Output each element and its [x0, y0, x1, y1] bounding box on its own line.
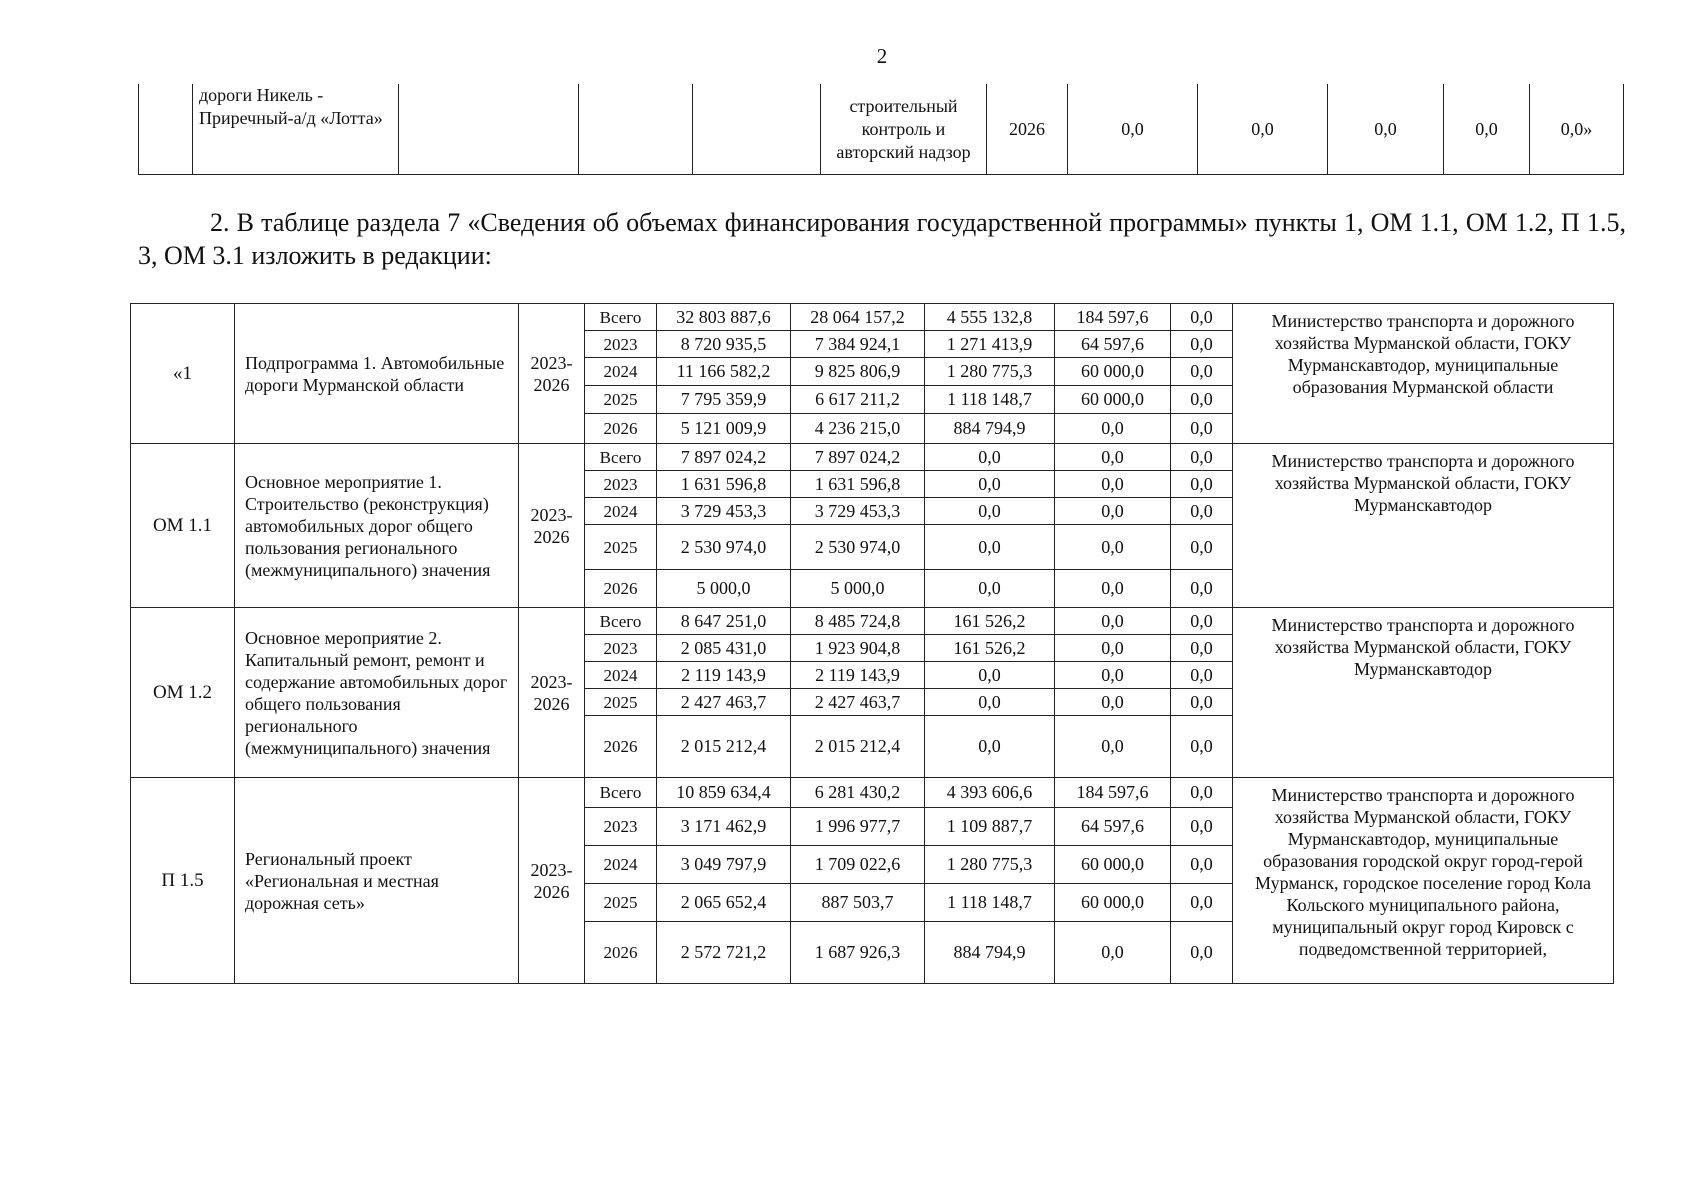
- amount-cell: 0,0: [1171, 498, 1233, 525]
- amount-cell: 1 280 775,3: [925, 846, 1055, 884]
- year-cell: 2024: [585, 846, 657, 884]
- amount-cell: 9 825 806,9: [791, 358, 925, 386]
- amount-cell: 2 572 721,2: [657, 922, 791, 984]
- amount-cell: 0,0: [1171, 525, 1233, 570]
- executor-cell: Министерство транспорта и дорожного хозяйства Мурманской области, ГОКУ Мурманскавтодор: [1233, 608, 1614, 778]
- amount-cell: 0,0: [1171, 570, 1233, 608]
- period-cell: 2023-2026: [519, 778, 585, 984]
- item-name-cell: Региональный проект «Региональная и местная дорожная сеть»: [235, 778, 519, 984]
- amount-cell: 884 794,9: [925, 414, 1055, 444]
- amount-cell: 7 897 024,2: [657, 444, 791, 471]
- amount-cell: 184 597,6: [1055, 778, 1171, 808]
- amount-cell: 0,0: [1171, 635, 1233, 662]
- amount-cell: 6 617 211,2: [791, 386, 925, 414]
- table-row: [131, 304, 1614, 331]
- amount-cell: 5 000,0: [657, 570, 791, 608]
- period-cell: 2023-2026: [519, 608, 585, 778]
- value-cell: 0,0: [1198, 84, 1328, 175]
- amount-cell: 884 794,9: [925, 922, 1055, 984]
- item-name-cell: Основное мероприятие 1. Строительство (реконструкция) автомобильных дорог общего пользования регионального (межмуниципального) значения: [235, 444, 519, 608]
- amount-cell: 64 597,6: [1055, 331, 1171, 358]
- amount-cell: 0,0: [1171, 471, 1233, 498]
- amount-cell: 1 687 926,3: [791, 922, 925, 984]
- amount-cell: 0,0: [1171, 386, 1233, 414]
- amount-cell: 0,0: [1055, 608, 1171, 635]
- object-name-cell: дороги Никель - Приречный-а/д «Лотта»: [193, 84, 399, 175]
- year-cell: Всего: [585, 304, 657, 331]
- continued-table-row: [138, 84, 1624, 175]
- amount-cell: 184 597,6: [1055, 304, 1171, 331]
- amount-cell: 5 121 009,9: [657, 414, 791, 444]
- amount-cell: 0,0: [1171, 716, 1233, 778]
- amount-cell: 0,0: [925, 471, 1055, 498]
- period-cell: 2023-2026: [519, 444, 585, 608]
- amount-cell: 3 171 462,9: [657, 808, 791, 846]
- amount-cell: 0,0: [1055, 635, 1171, 662]
- item-code-cell: ОМ 1.2: [131, 608, 235, 778]
- amount-cell: 1 118 148,7: [925, 884, 1055, 922]
- amount-cell: 32 803 887,6: [657, 304, 791, 331]
- year-cell: 2025: [585, 525, 657, 570]
- amount-cell: 0,0: [1171, 331, 1233, 358]
- amount-cell: 161 526,2: [925, 608, 1055, 635]
- executor-cell: Министерство транспорта и дорожного хозяйства Мурманской области, ГОКУ Мурманскавтодор, муниципальные образования Мурманской области: [1233, 304, 1614, 444]
- amount-cell: 1 118 148,7: [925, 386, 1055, 414]
- amount-cell: 60 000,0: [1055, 386, 1171, 414]
- item-name-cell: Подпрограмма 1. Автомобильные дороги Мурманской области: [235, 304, 519, 444]
- amount-cell: 2 015 212,4: [791, 716, 925, 778]
- period-cell: 2023-2026: [519, 304, 585, 444]
- amount-cell: 0,0: [1171, 662, 1233, 689]
- amount-cell: 0,0: [925, 716, 1055, 778]
- year-cell: Всего: [585, 778, 657, 808]
- amount-cell: 0,0: [1055, 471, 1171, 498]
- amount-cell: 2 015 212,4: [657, 716, 791, 778]
- value-cell: 0,0: [1068, 84, 1198, 175]
- amount-cell: 1 280 775,3: [925, 358, 1055, 386]
- amount-cell: 2 530 974,0: [791, 525, 925, 570]
- amount-cell: 2 085 431,0: [657, 635, 791, 662]
- amount-cell: 4 555 132,8: [925, 304, 1055, 331]
- amount-cell: 2 065 652,4: [657, 884, 791, 922]
- amount-cell: 10 859 634,4: [657, 778, 791, 808]
- amount-cell: 161 526,2: [925, 635, 1055, 662]
- amount-cell: 0,0: [925, 662, 1055, 689]
- table-row: [139, 84, 1624, 175]
- year-cell: 2024: [585, 662, 657, 689]
- value-cell: 0,0: [1328, 84, 1444, 175]
- table-row: [131, 608, 1614, 635]
- amount-cell: 1 631 596,8: [657, 471, 791, 498]
- amount-cell: 0,0: [1171, 808, 1233, 846]
- table-cell: [399, 84, 579, 175]
- financing-table: [130, 303, 1614, 984]
- amount-cell: 1 271 413,9: [925, 331, 1055, 358]
- year-cell: 2025: [585, 386, 657, 414]
- amount-cell: 2 119 143,9: [791, 662, 925, 689]
- amount-cell: 6 281 430,2: [791, 778, 925, 808]
- amount-cell: 28 064 157,2: [791, 304, 925, 331]
- amount-cell: 0,0: [1171, 689, 1233, 716]
- amount-cell: 0,0: [1055, 922, 1171, 984]
- amount-cell: 0,0: [1171, 414, 1233, 444]
- year-cell: 2026: [987, 84, 1068, 175]
- table-cell: [693, 84, 821, 175]
- amount-cell: 3 729 453,3: [791, 498, 925, 525]
- amount-cell: 1 109 887,7: [925, 808, 1055, 846]
- amount-cell: 0,0: [1171, 884, 1233, 922]
- table-row: [131, 444, 1614, 471]
- amount-cell: 0,0: [1055, 525, 1171, 570]
- amount-cell: 0,0: [1055, 444, 1171, 471]
- amount-cell: 2 427 463,7: [657, 689, 791, 716]
- amount-cell: 7 897 024,2: [791, 444, 925, 471]
- amount-cell: 3 049 797,9: [657, 846, 791, 884]
- amount-cell: 1 923 904,8: [791, 635, 925, 662]
- amount-cell: 8 647 251,0: [657, 608, 791, 635]
- year-cell: 2026: [585, 922, 657, 984]
- executor-cell: Министерство транспорта и дорожного хозяйства Мурманской области, ГОКУ Мурманскавтодор: [1233, 444, 1614, 608]
- amount-cell: 11 166 582,2: [657, 358, 791, 386]
- amount-cell: 0,0: [1171, 304, 1233, 331]
- item-code-cell: «1: [131, 304, 235, 444]
- amount-cell: 0,0: [1055, 570, 1171, 608]
- item-code-cell: П 1.5: [131, 778, 235, 984]
- amount-cell: 5 000,0: [791, 570, 925, 608]
- amount-cell: 0,0: [925, 689, 1055, 716]
- work-type-cell: строительный контроль и авторский надзор: [821, 84, 987, 175]
- year-cell: 2023: [585, 635, 657, 662]
- amount-cell: 4 393 606,6: [925, 778, 1055, 808]
- amount-cell: 0,0: [925, 570, 1055, 608]
- amount-cell: 8 720 935,5: [657, 331, 791, 358]
- amount-cell: 0,0: [1171, 922, 1233, 984]
- amount-cell: 0,0: [1055, 716, 1171, 778]
- amount-cell: 60 000,0: [1055, 846, 1171, 884]
- amount-cell: 887 503,7: [791, 884, 925, 922]
- year-cell: 2026: [585, 716, 657, 778]
- amount-cell: 2 119 143,9: [657, 662, 791, 689]
- amount-cell: 8 485 724,8: [791, 608, 925, 635]
- year-cell: Всего: [585, 444, 657, 471]
- amount-cell: 2 427 463,7: [791, 689, 925, 716]
- year-cell: 2025: [585, 884, 657, 922]
- table-cell: [139, 84, 193, 175]
- amount-cell: 0,0: [1055, 689, 1171, 716]
- amount-cell: 1 709 022,6: [791, 846, 925, 884]
- amount-cell: 0,0: [1055, 498, 1171, 525]
- year-cell: 2026: [585, 414, 657, 444]
- amount-cell: 0,0: [1171, 778, 1233, 808]
- amount-cell: 60 000,0: [1055, 884, 1171, 922]
- amount-cell: 0,0: [1055, 414, 1171, 444]
- amount-cell: 2 530 974,0: [657, 525, 791, 570]
- amount-cell: 7 795 359,9: [657, 386, 791, 414]
- amount-cell: 4 236 215,0: [791, 414, 925, 444]
- year-cell: 2023: [585, 808, 657, 846]
- year-cell: 2024: [585, 358, 657, 386]
- amount-cell: 0,0: [925, 498, 1055, 525]
- year-cell: 2025: [585, 689, 657, 716]
- amount-cell: 0,0: [1055, 662, 1171, 689]
- year-cell: 2026: [585, 570, 657, 608]
- amount-cell: 0,0: [1171, 358, 1233, 386]
- amount-cell: 0,0: [925, 525, 1055, 570]
- value-cell: 0,0: [1444, 84, 1530, 175]
- amount-cell: 3 729 453,3: [657, 498, 791, 525]
- amendment-paragraph: 2. В таблице раздела 7 «Сведения об объемах финансирования государственной программы» пункты 1, ОМ 1.1, ОМ 1.2, П 1.5, 3, ОМ 3.1 изложить в редакции:: [138, 208, 1626, 270]
- amount-cell: 7 384 924,1: [791, 331, 925, 358]
- amount-cell: 0,0: [1171, 608, 1233, 635]
- year-cell: 2023: [585, 331, 657, 358]
- item-code-cell: ОМ 1.1: [131, 444, 235, 608]
- item-name-cell: Основное мероприятие 2. Капитальный ремонт, ремонт и содержание автомобильных дорог общего пользования регионального (межмуниципального) значения: [235, 608, 519, 778]
- year-cell: 2024: [585, 498, 657, 525]
- amount-cell: 0,0: [1171, 444, 1233, 471]
- year-cell: 2023: [585, 471, 657, 498]
- table-cell: [579, 84, 693, 175]
- executor-cell: Министерство транспорта и дорожного хозяйства Мурманской области, ГОКУ Мурманскавтодор, муниципальные образования городской округ город-герой Мурманск, городское поселение город Кола Кольского муниципального района, муниципальный округ город Кировск с подведомственной территорией,: [1233, 778, 1614, 984]
- amount-cell: 1 631 596,8: [791, 471, 925, 498]
- amount-cell: 60 000,0: [1055, 358, 1171, 386]
- page-number: 2: [876, 44, 888, 68]
- amount-cell: 1 996 977,7: [791, 808, 925, 846]
- amount-cell: 0,0: [1171, 846, 1233, 884]
- value-cell: 0,0»: [1530, 84, 1624, 175]
- table-row: [131, 778, 1614, 808]
- amount-cell: 0,0: [925, 444, 1055, 471]
- amount-cell: 64 597,6: [1055, 808, 1171, 846]
- year-cell: Всего: [585, 608, 657, 635]
